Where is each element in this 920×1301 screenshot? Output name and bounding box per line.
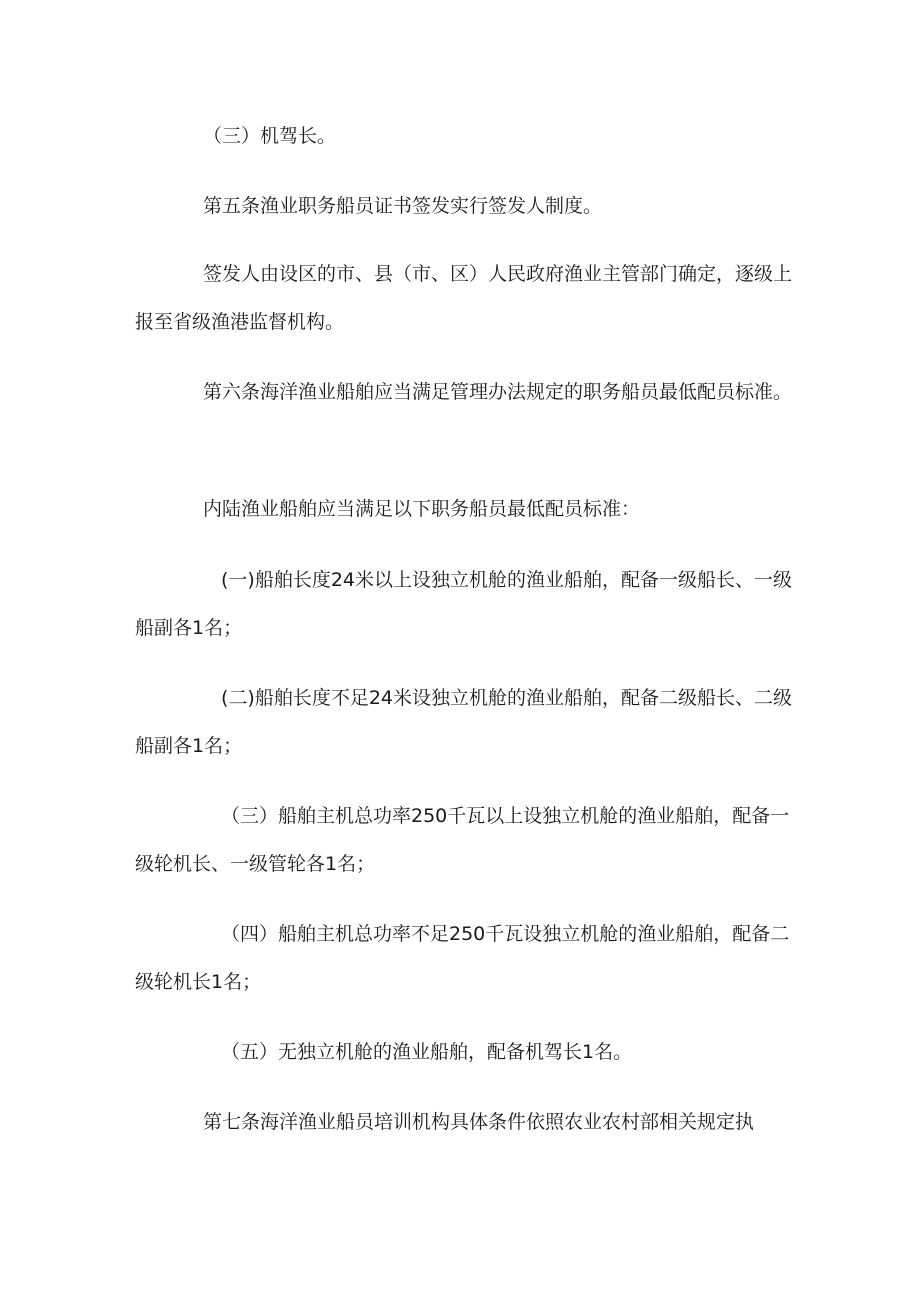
paragraph-item-3-operator: （三）机驾长。 <box>203 125 337 147</box>
paragraph-standard-item-2: (二)船舶长度不足24米设独立机舱的渔业船舶，配备二级船长、二级船副各1名； <box>135 687 793 757</box>
paragraph-article-6: 第六条海洋渔业船舶应当满足管理办法规定的职务船员最低配员标准。 <box>203 381 793 403</box>
paragraph-standard-item-4: （四）船舶主机总功率不足250千瓦设独立机舱的渔业船舶，配备二级轮机长1名； <box>135 923 790 993</box>
paragraph-standard-item-3: （三）船舶主机总功率250千瓦以上设独立机舱的渔业船舶，配备一级轮机长、一级管轮各1名； <box>135 805 790 875</box>
paragraph-standard-item-1: (一)船舶长度24米以上设独立机舱的渔业船舶，配备一级船长、一级船副各1名； <box>135 569 793 639</box>
paragraph-inland-standard: 内陆渔业船舶应当满足以下职务船员最低配员标准： <box>203 498 641 520</box>
paragraph-issuer-rule: 签发人由设区的市、县（市、区）人民政府渔业主管部门确定，逐级上报至省级渔港监督机构。 <box>135 263 793 333</box>
paragraph-article-5: 第五条渔业职务船员证书签发实行签发人制度。 <box>203 195 603 217</box>
paragraph-article-7: 第七条海洋渔业船员培训机构具体条件依照农业农村部相关规定执 <box>203 1111 755 1133</box>
paragraph-standard-item-5: （五）无独立机舱的渔业船舶，配备机驾长1名。 <box>221 1041 633 1063</box>
